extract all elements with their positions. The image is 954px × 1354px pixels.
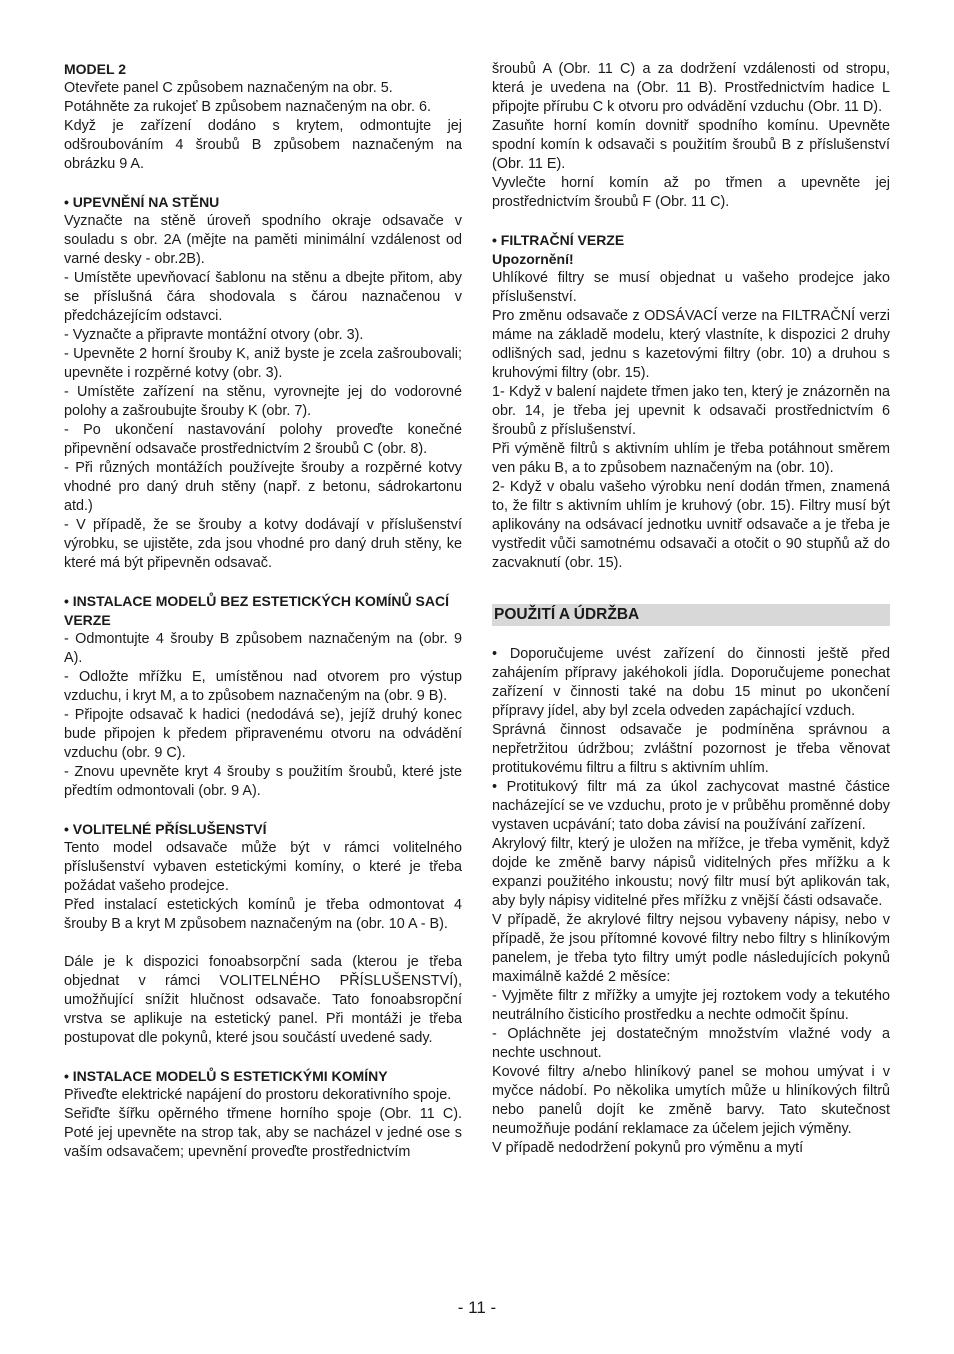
- paragraph-gap: [64, 573, 462, 592]
- left-column: [64, 60, 462, 1162]
- paragraph: - Umístěte zařízení na stěnu, vyrovnejte jej do vodorovné polohy a zašroubujte šrouby K (obr. 7).: [64, 384, 462, 419]
- paragraph: - Umístěte upevňovací šablonu na stěnu a dbejte přitom, aby se příslušná čára shodovala s čárou naznačenou v předcházejícím odstavci.: [64, 270, 462, 324]
- paragraph: Vyvlečte horní komín až po třmen a upevněte jej prostřednictvím šroubů F (Obr. 11 C).: [492, 175, 890, 210]
- paragraph: Zasuňte horní komín dovnitř spodního komínu. Upevněte spodní komín k odsavači s použitím šroubů B z příslušenství (Obr. 11 E).: [492, 118, 890, 172]
- paragraph: 2- Když v obalu vašeho výrobku není dodán třmen, znamená to, že filtr s aktivním uhlím je kruhový (obr. 15). Filtry musí být aplikovány na odsávací jednotku uvnitř odsavače a je třeba je vystředit vůči samotnému odsavači a otočit o 90 stupňů až do zacvaknutí (obr. 15).: [492, 479, 890, 571]
- paragraph: Otevřete panel C způsobem naznačeným na obr. 5.: [64, 80, 393, 96]
- paragraph: - Při různých montážích používejte šrouby a rozpěrné kotvy vhodné pro daný druh stěny (např. z betonu, sádrokartonu atd.): [64, 460, 462, 514]
- paragraph: - Připojte odsavač k hadici (nedodává se), jejíž druhý konec bude připojen k předem připravenému otvoru na odvádění vzduchu (obr. 9 C).: [64, 707, 462, 761]
- paragraph: Při výměně filtrů s aktivním uhlím je třeba potáhnout směrem ven páku B, a to způsobem naznačeným na (obr. 10).: [492, 441, 890, 476]
- paragraph: • Protitukový filtr má za úkol zachycovat mastné částice nacházející se ve vzduchu, proto je v průběhu proměnné doby vystaven ucpávání; tato doba závisí na používání zařízení.: [492, 779, 890, 833]
- paragraph-gap: [492, 573, 890, 592]
- paragraph: Dále je k dispozici fonoabsorpční sada (kterou je třeba objednat v rámci VOLITELNÉHO PŘÍSLUŠENSTVÍ), umožňující snížit hlučnost odsavače. Tato fonoabsropční vrstva se aplikuje na estetický panel. Při montáži je třeba postupovat dle pokynů, které jsou součástí uvedené sady.: [64, 954, 462, 1046]
- paragraph: Akrylový filtr, který je uložen na mřížce, je třeba vyměnit, když dojde ke změně barvy nápisů viditelných přes mřížku a k expanzi použitého inkoustu; nový filtr musí být aplikován tak, aby byly nápisy viditelné přes mřížku z vnější části odsavače.: [492, 836, 890, 909]
- paragraph: 1- Když v balení najdete třmen jako ten, který je znázorněn na obr. 14, je třeba jej upevnit k odsavači prostřednictvím 6 šroubů z příslušenství.: [492, 384, 890, 438]
- paragraph: Vyznačte na stěně úroveň spodního okraje odsavače v souladu s obr. 2A (mějte na paměti minimální vzdálenost od varné desky - obr.2B).: [64, 213, 462, 267]
- paragraph: Když je zařízení dodáno s krytem, odmontujte jej odšroubováním 4 šroubů B způsobem naznačeným na obrázku 9 A.: [64, 118, 462, 172]
- paragraph-gap: [64, 174, 462, 193]
- paragraph: Pro změnu odsavače z ODSÁVACÍ verze na FILTRAČNÍ verzi máme na základě modelu, který vlastníte, k dispozici 2 druhy odlišných sad, jednu s kazetovými filtry (obr. 10) a druhou s kruhovými filtry (obr. 15).: [492, 308, 890, 381]
- paragraph: Seřiďte šířku opěrného třmene horního spoje (Obr. 11 C). Poté jej upevněte na strop tak, aby se nacházel v jedné ose s vaším odsavačem; upevnění proveďte prostřednictvím: [64, 1106, 462, 1160]
- paragraph: - Po ukončení nastavování polohy proveďte konečné připevnění odsavače prostřednictvím 2 šroubů C (obr. 8).: [64, 422, 462, 457]
- paragraph: Přiveďte elektrické napájení do prostoru dekorativního spoje.: [64, 1087, 452, 1103]
- section-heading: • INSTALACE MODELŮ S ESTETICKÝMI KOMÍNY: [64, 1068, 388, 1084]
- section-heading: • INSTALACE MODELŮ BEZ ESTETICKÝCH KOMÍNŮ SACÍ VERZE: [64, 593, 449, 628]
- paragraph: Správná činnost odsavače je podmíněna správnou a nepřetržitou údržbou; zvláštní pozornost je třeba věnovat protitukovému filtru a filtru s aktivním uhlím.: [492, 722, 890, 776]
- section-heading: • VOLITELNÉ PŘÍSLUŠENSTVÍ: [64, 821, 267, 837]
- section-heading: • FILTRAČNÍ VERZE: [492, 232, 625, 248]
- paragraph: V případě nedodržení pokynů pro výměnu a mytí: [492, 1140, 804, 1156]
- page-number: - 11 -: [457, 1298, 497, 1317]
- paragraph: - Odmontujte 4 šrouby B způsobem naznačeným na (obr. 9 A).: [64, 631, 462, 666]
- paragraph: - Upevněte 2 horní šrouby K, aniž byste je zcela zašroubovali; upevněte i rozpěrné kotvy (obr. 3).: [64, 346, 462, 381]
- chapter-banner: POUŽITÍ A ÚDRŽBA: [492, 604, 890, 626]
- paragraph: - Znovu upevněte kryt 4 šrouby s použitím šroubů, které jste předtím odmontovali (obr. 9 A).: [64, 764, 462, 799]
- paragraph: Kovové filtry a/nebo hliníkový panel se mohou umývat i v myčce nádobí. Po několika umytích může u hliníkových filtrů nebo panelů dojít ke změně barvy. Tato skutečnost neumožňuje podání reklamace za účelem jejich výměny.: [492, 1064, 890, 1137]
- paragraph: - Opláchněte jej dostatečným množstvím vlažné vody a nechte uschnout.: [492, 1026, 890, 1061]
- paragraph-gap: [64, 1048, 462, 1067]
- paragraph-gap: [64, 801, 462, 820]
- paragraph: - Odložte mřížku E, umístěnou nad otvorem pro výstup vzduchu, i kryt M, a to způsobem naznačeným na (obr. 9 B).: [64, 669, 462, 704]
- paragraph: Před instalací estetických komínů je třeba odmontovat 4 šrouby B a kryt M způsobem naznačeným na (obr. 10 A - B).: [64, 897, 462, 932]
- paragraph: Potáhněte za rukojeť B způsobem naznačeným na obr. 6.: [64, 99, 431, 115]
- paragraph: Tento model odsavače může být v rámci volitelného příslušenství vybaven estetickými komíny, o které je třeba požádat vašeho prodejce.: [64, 840, 462, 894]
- paragraph: V případě, že akrylové filtry nejsou vybaveny nápisy, nebo v případě, že jsou přítomné kovové filtry nebo filtry s hliníkovým panelem, je třeba tyto filtry umýt podle následujících pokynů maximálně každé 2 měsíce:: [492, 912, 890, 985]
- section-heading: Upozornění!: [492, 251, 574, 267]
- paragraph: - Vyjměte filtr z mřížky a umyjte jej roztokem vody a tekutého neutrálního čisticího prostředku a nechte odmočit špínu.: [492, 988, 890, 1023]
- paragraph: • Doporučujeme uvést zařízení do činnosti ještě před zahájením přípravy jakéhokoli jídla. Doporučujeme ponechat zařízení v činnosti také na dobu 15 minut po ukončení přípravy jídel, aby byl zcela odveden zapáchající vzduch.: [492, 646, 890, 719]
- section-heading: MODEL 2: [64, 61, 126, 77]
- right-column: [492, 60, 890, 1158]
- paragraph-gap: [492, 212, 890, 231]
- paragraph-gap: [64, 934, 462, 953]
- paragraph: - V případě, že se šrouby a kotvy dodávají v příslušenství výrobku, se ujistěte, zda jsou vhodné pro daný druh stěny, ke které má být připevněn odsavač.: [64, 517, 462, 571]
- paragraph: Uhlíkové filtry se musí objednat u vašeho prodejce jako příslušenství.: [492, 270, 890, 305]
- paragraph-gap: [492, 626, 890, 645]
- section-heading: • UPEVNĚNÍ NA STĚNU: [64, 194, 220, 210]
- paragraph: - Vyznačte a připravte montážní otvory (obr. 3).: [64, 327, 364, 343]
- paragraph: šroubů A (Obr. 11 C) a za dodržení vzdálenosti od stropu, která je uvedena na (Obr. 11 B). Prostřednictvím hadice L připojte přírubu C k otvoru pro odvádění vzduchu (Obr. 11 D).: [492, 61, 890, 115]
